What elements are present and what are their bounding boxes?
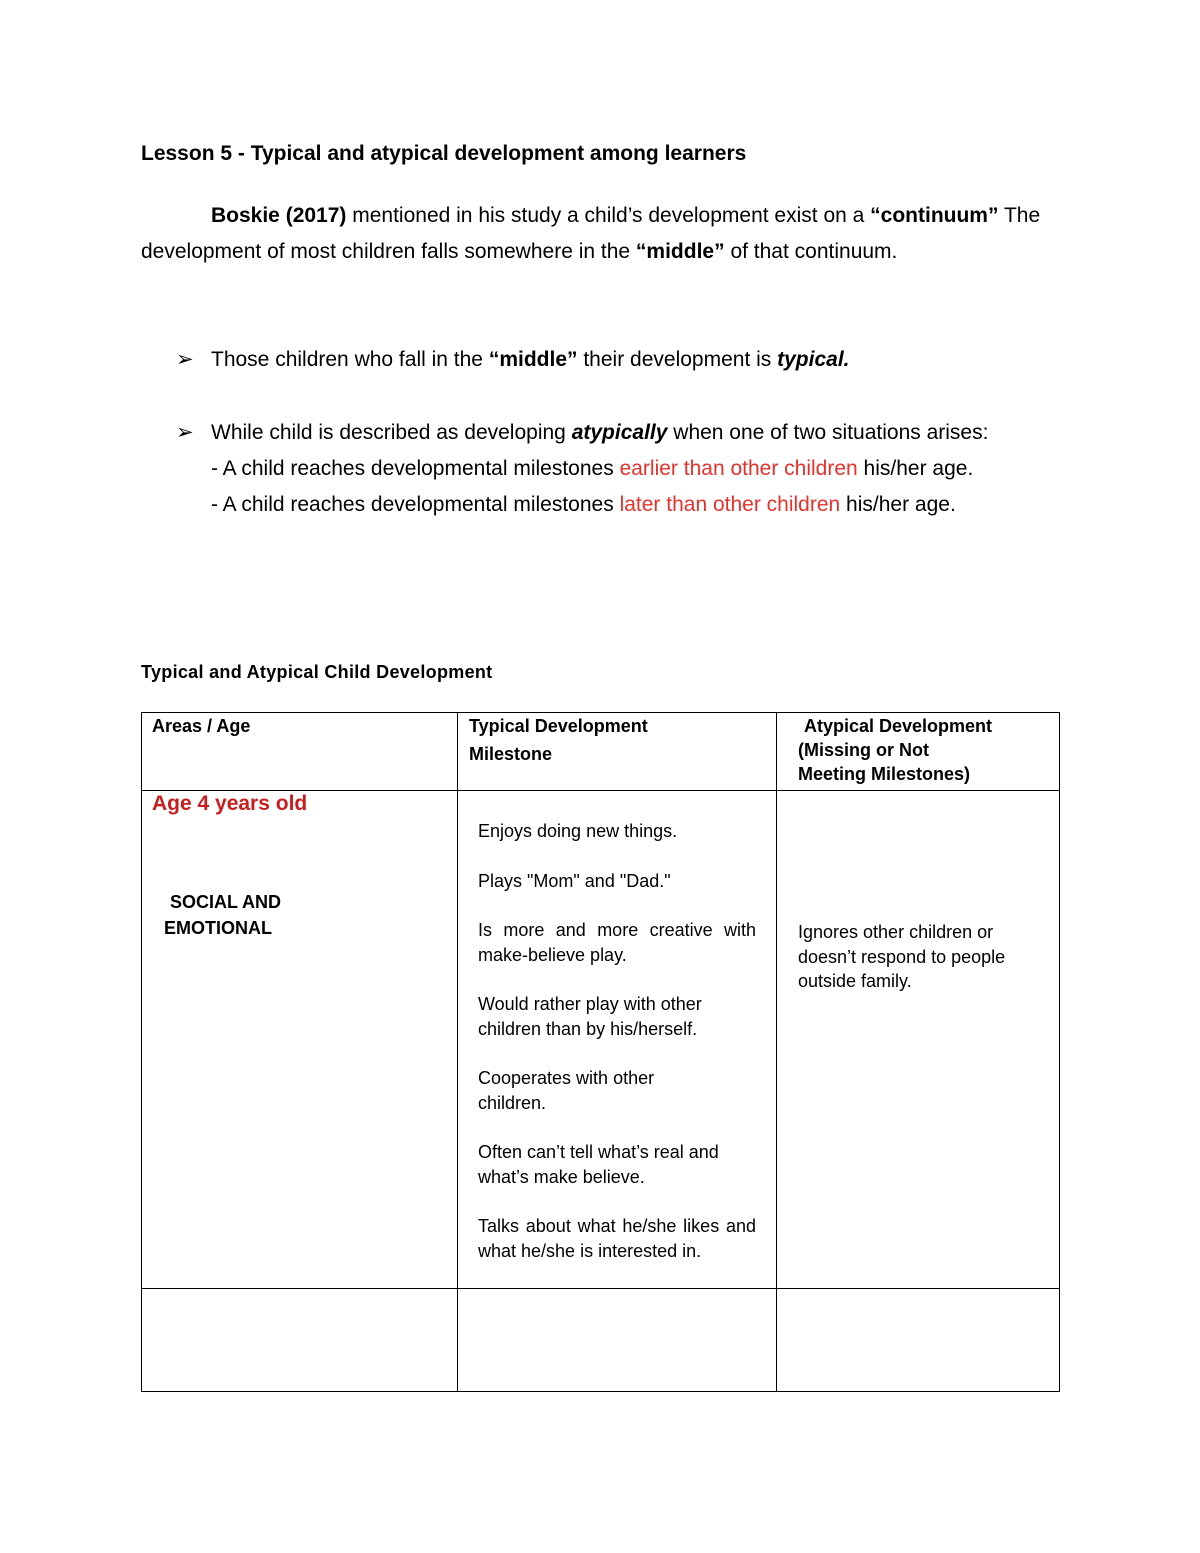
atypically-term: atypically (571, 421, 668, 444)
situation-2-text: - A child reaches developmental milestones (211, 493, 620, 516)
continuum-term: “continuum” (870, 204, 999, 227)
bullet-typical-mid: their development is (577, 348, 778, 371)
age-label: Age 4 years old (152, 792, 308, 815)
header-atypical-line1: Atypical Development (804, 716, 993, 736)
intro-text-2: The development of most children falls somewhere in the (141, 204, 1041, 263)
list-item: Talks about what he/she likes and what he/she is interested in. (478, 1216, 756, 1261)
situation-2-highlight: later than other children (619, 493, 841, 516)
area-line1: SOCIAL AND (170, 892, 282, 912)
typical-milestones-cell (458, 791, 777, 1289)
middle-term: “middle” (488, 348, 578, 371)
list-item: Would rather play with other children than by his/herself. (478, 994, 702, 1039)
header-atypical-line2: (Missing or Not (798, 740, 929, 760)
middle-term: “middle” (635, 240, 725, 263)
empty-cell (458, 1289, 777, 1392)
arrow-bullet-icon: ➢ (176, 421, 194, 444)
development-table (141, 712, 1060, 1392)
situation-1-highlight: earlier than other children (619, 457, 858, 480)
header-typical-label (458, 713, 776, 767)
atypical-cell (777, 791, 1060, 1289)
author-citation: Boskie (2017) (211, 204, 347, 227)
header-atypical-label (777, 713, 1059, 786)
intro-text-1: mentioned in his study a child’s development exist on a (346, 204, 871, 227)
header-typical-line1: Typical Development (469, 716, 648, 736)
area-label (164, 889, 281, 941)
list-item: Enjoys doing new things. (478, 821, 678, 841)
list-item: Cooperates with other children. (478, 1068, 655, 1113)
area-line2: EMOTIONAL (164, 918, 272, 938)
milestone-list (458, 791, 776, 1263)
situation-1-post: his/her age. (857, 457, 974, 480)
header-atypical (777, 713, 1060, 791)
list-item: Often can’t tell what’s real and what’s make believe. (478, 1142, 719, 1187)
table-header-row (142, 713, 1060, 791)
atypical-text: Ignores other children or doesn’t respond to people outside family. (798, 922, 1006, 991)
header-areas-age (142, 713, 458, 791)
table-row (142, 791, 1060, 1289)
intro-paragraph (141, 198, 1061, 270)
list-item: Is more and more creative with make-believe play. (478, 920, 756, 965)
header-typical (458, 713, 777, 791)
intro-text-3: of that continuum. (724, 240, 898, 263)
bullet-atypical (211, 415, 1061, 523)
table-title: Typical and Atypical Child Development (141, 662, 493, 682)
bullet-atypical-text: While child is described as developing (211, 421, 572, 444)
empty-cell (142, 1289, 458, 1392)
empty-cell (777, 1289, 1060, 1392)
area-age-cell (142, 791, 458, 1289)
header-areas-label: Areas / Age (152, 716, 251, 736)
list-item: Plays "Mom" and "Dad." (478, 870, 671, 891)
header-typical-line2: Milestone (469, 744, 553, 764)
situation-1-text: - A child reaches developmental milestones (211, 457, 620, 480)
arrow-bullet-icon: ➢ (176, 348, 194, 371)
situation-2-post: his/her age. (840, 493, 956, 516)
bullet-atypical-post: when one of two situations arises: (667, 421, 989, 444)
header-atypical-line3: Meeting Milestones) (798, 764, 971, 784)
table-row-empty (142, 1289, 1060, 1392)
lesson-title: Lesson 5 - Typical and atypical development among learners (141, 142, 747, 165)
typical-term: typical. (777, 348, 850, 371)
bullet-typical-text: Those children who fall in the (211, 348, 489, 371)
bullet-typical (211, 342, 1061, 378)
